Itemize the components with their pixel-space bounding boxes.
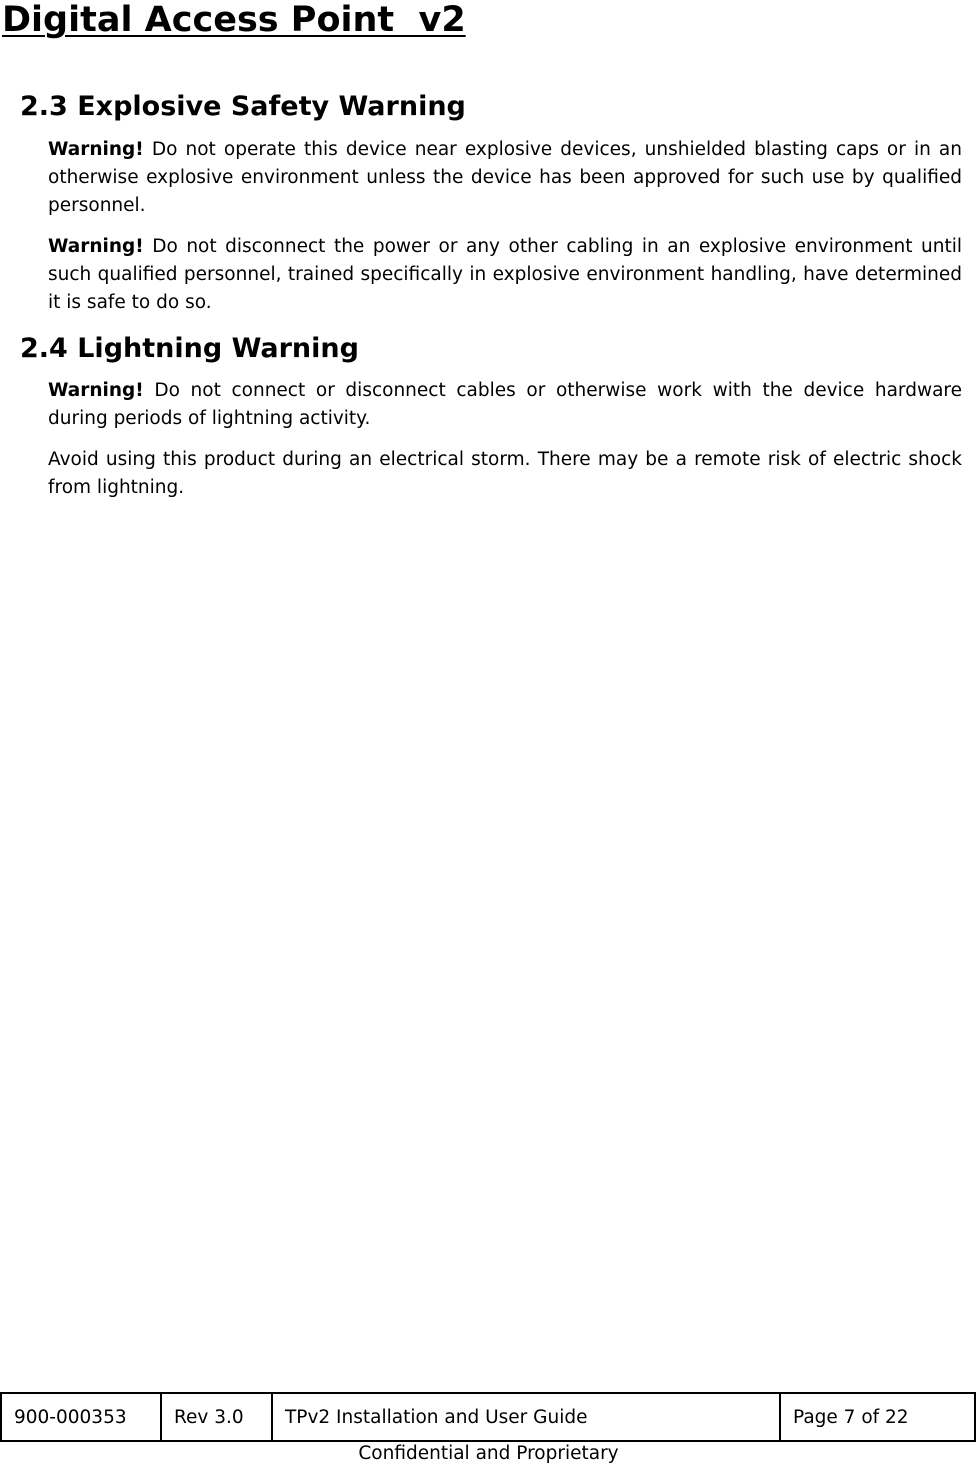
warning-label: Warning! (48, 380, 144, 401)
section-heading-lightning: 2.4 Lightning Warning (20, 333, 359, 364)
warning-label: Warning! (48, 139, 144, 160)
paragraph-text: Do not operate this device near explosive devices, unshielded blasting caps or in an otherwise explosive environment unless the device has been approved for such use by qualified personnel. (48, 139, 962, 216)
paragraph-lightning-advice (48, 446, 962, 502)
paragraph-explosive-warning-1 (48, 136, 962, 220)
paragraph-explosive-warning-2 (48, 233, 962, 317)
document-title: Digital Access Point v2 (2, 0, 466, 40)
footer-doc-number: 900-000353 (1, 1393, 161, 1441)
paragraph-text: Do not disconnect the power or any other cabling in an explosive environment until such qualified personnel, trained specifically in explosive environment handling, have determined it is safe to do so. (48, 236, 962, 313)
paragraph-lightning-warning (48, 377, 962, 433)
footer-confidentiality-note: Confidential and Proprietary (358, 1443, 619, 1464)
footer-doc-title: TPv2 Installation and User Guide (272, 1393, 780, 1441)
footer-row (1, 1393, 975, 1441)
warning-label: Warning! (48, 236, 144, 257)
footer-revision: Rev 3.0 (161, 1393, 272, 1441)
paragraph-text: Do not connect or disconnect cables or otherwise work with the device hardware during periods of lightning activity. (48, 380, 962, 429)
section-heading-explosive-safety: 2.3 Explosive Safety Warning (20, 91, 466, 122)
footer-table (0, 1392, 976, 1442)
footer-page-number: Page 7 of 22 (780, 1393, 975, 1441)
paragraph-text: Avoid using this product during an electrical storm. There may be a remote risk of electric shock from lightning. (48, 449, 962, 498)
